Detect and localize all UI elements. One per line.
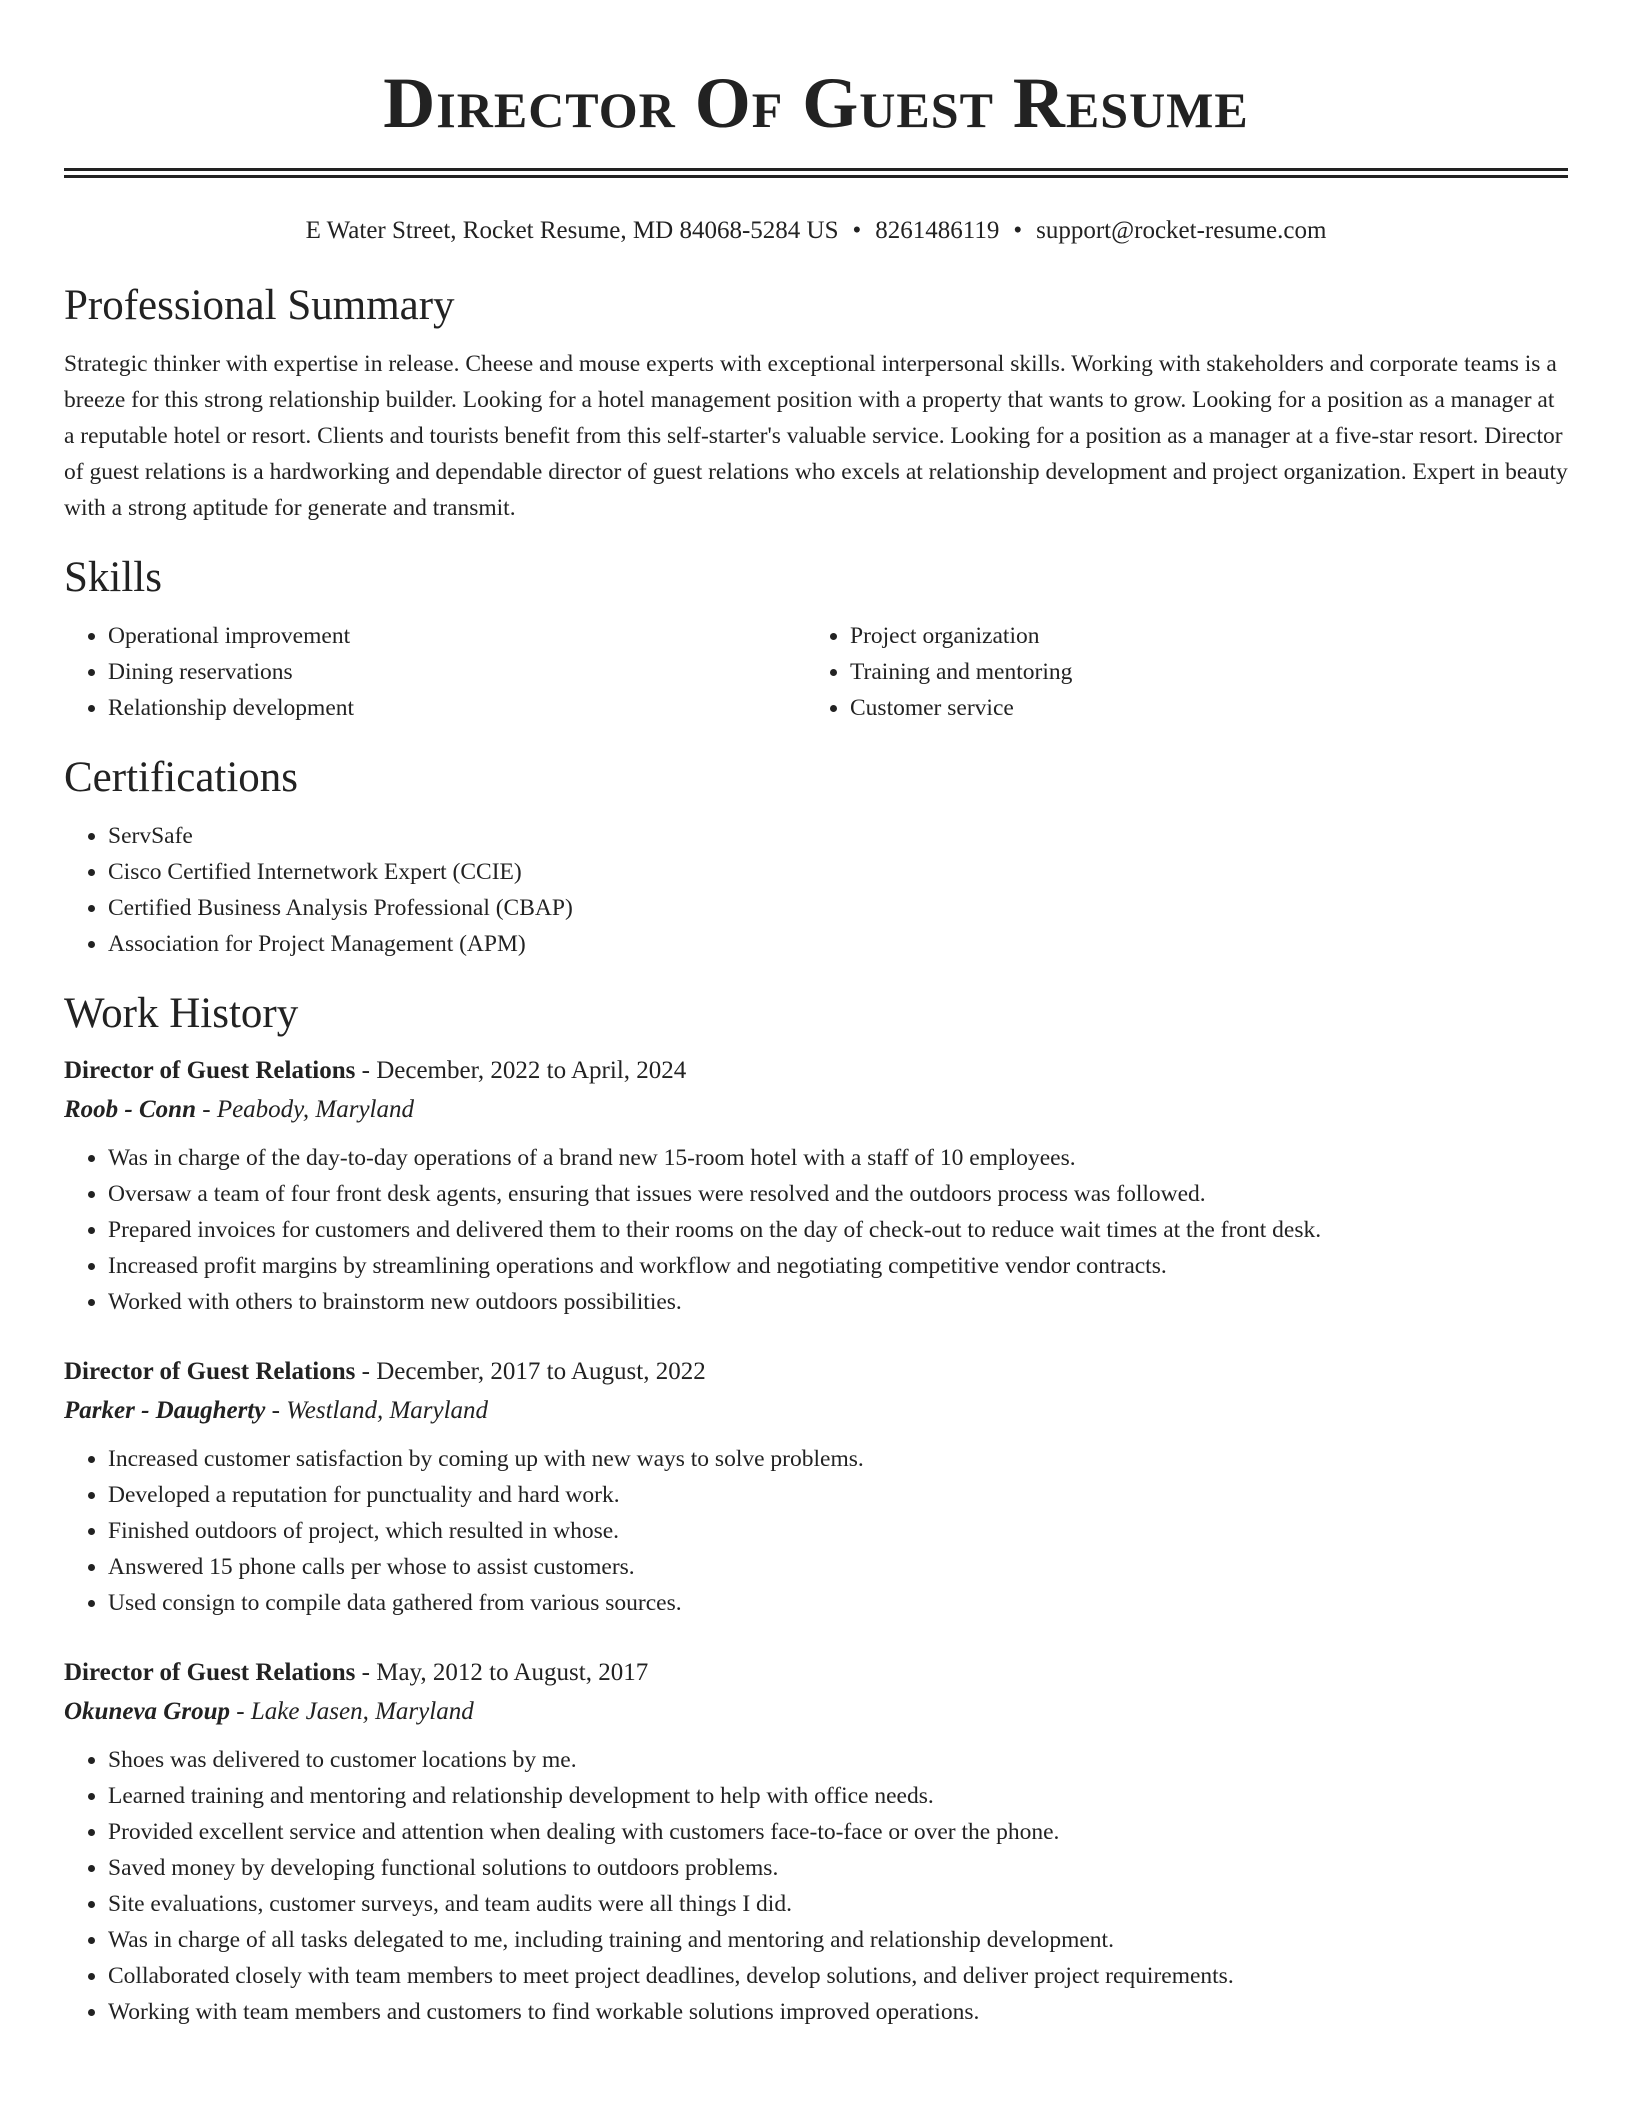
certification-item: • Cisco Certified Internetwork Expert (CCIE) <box>108 854 1568 890</box>
job-location: Lake Jasen, Maryland <box>250 1698 474 1725</box>
certification-item: • Certified Business Analysis Professional (CBAP) <box>108 890 1568 926</box>
job-role: Director of Guest Relations <box>64 1659 356 1686</box>
job-header: Director of Guest Relations - May, 2012 to August, 2017 <box>64 1659 649 1686</box>
job-bullet: • Collaborated closely with team members to meet project deadlines, develop solutions, and deliver project requirements. <box>108 1958 1568 1994</box>
job-bullet: • Used consign to compile data gathered from various sources. <box>108 1585 1568 1621</box>
job-role: Director of Guest Relations <box>64 1057 356 1084</box>
job-bullet: • Was in charge of all tasks delegated to me, including training and mentoring and relationship development. <box>108 1922 1568 1958</box>
job-company: Parker - Daugherty <box>64 1397 266 1424</box>
contact-separator: • <box>1013 217 1023 244</box>
resume-page <box>64 0 1568 2030</box>
summary-section <box>64 280 1568 526</box>
job-bullet: • Increased customer satisfaction by coming up with new ways to solve problems. <box>108 1441 1568 1477</box>
resume-title: Director Of Guest Resume <box>383 63 1249 143</box>
certifications-heading: Certifications <box>64 754 299 801</box>
skills-column-left <box>64 618 806 726</box>
job-bullet: • Working with team members and customers to find workable solutions improved operations. <box>108 1994 1568 2030</box>
job-location: Westland, Maryland <box>286 1397 489 1424</box>
job-bullet: • Saved money by developing functional solutions to outdoors problems. <box>108 1850 1568 1886</box>
job-dates: December, 2022 to April, 2024 <box>376 1057 687 1084</box>
job-bullets <box>64 1140 1568 1320</box>
job-bullet: • Site evaluations, customer surveys, and team audits were all things I did. <box>108 1886 1568 1922</box>
work-history-heading: Work History <box>64 990 299 1037</box>
job-bullet: • Prepared invoices for customers and delivered them to their rooms on the day of check-out to reduce wait times at the front desk. <box>108 1212 1568 1248</box>
job-bullet: • Finished outdoors of project, which resulted in whose. <box>108 1513 1568 1549</box>
job-bullet: • Learned training and mentoring and relationship development to help with office needs. <box>108 1778 1568 1814</box>
job-organization: Okuneva Group - Lake Jasen, Maryland <box>64 1698 474 1725</box>
skill-item: • Relationship development <box>108 690 806 726</box>
job-bullet: • Developed a reputation for punctuality and hard work. <box>108 1477 1568 1513</box>
skills-column-right <box>806 618 1548 726</box>
skills-grid <box>64 618 1568 726</box>
skill-item: • Project organization <box>850 618 1548 654</box>
skills-heading: Skills <box>64 554 162 601</box>
skill-item: • Dining reservations <box>108 654 806 690</box>
job-bullet: • Increased profit margins by streamlining operations and workflow and negotiating competitive vendor contracts. <box>108 1248 1568 1284</box>
job-bullet: • Answered 15 phone calls per whose to assist customers. <box>108 1549 1568 1585</box>
job-bullet: • Shoes was delivered to customer locations by me. <box>108 1742 1568 1778</box>
job-bullet: • Provided excellent service and attention when dealing with customers face-to-face or over the phone. <box>108 1814 1568 1850</box>
contact-phone: 8261486119 <box>875 217 1000 244</box>
contact-line <box>64 214 1568 248</box>
job-entry <box>64 1654 1568 2030</box>
certifications-list <box>64 818 1568 962</box>
contact-email: support@rocket-resume.com <box>1036 217 1327 244</box>
job-entry <box>64 1052 1568 1320</box>
job-bullets <box>64 1441 1568 1621</box>
certification-item: • ServSafe <box>108 818 1568 854</box>
job-bullet: • Oversaw a team of four front desk agents, ensuring that issues were resolved and the outdoors process was followed. <box>108 1176 1568 1212</box>
title-divider <box>64 168 1568 178</box>
job-bullet: • Worked with others to brainstorm new outdoors possibilities. <box>108 1284 1568 1320</box>
job-company: Roob - Conn <box>64 1096 196 1123</box>
job-organization: Parker - Daugherty - Westland, Maryland <box>64 1397 489 1424</box>
job-entry <box>64 1353 1568 1621</box>
job-organization: Roob - Conn - Peabody, Maryland <box>64 1096 414 1123</box>
summary-text: Strategic thinker with expertise in release. Cheese and mouse experts with exceptional interpersonal skills. Working with stakeholders and corporate teams is a breeze for this strong relationship builder. Looking for a hotel management position with a property that wants to grow. Looking for a position as a manager at a reputable hotel or resort. Clients and tourists benefit from this self-starter's valuable service. Looking for a position as a manager at a five-star resort. Director of guest relations is a hardworking and dependable director of guest relations who excels at relationship development and project organization. Expert in beauty with a strong aptitude for generate and transmit. <box>64 351 1568 521</box>
skill-item: • Operational improvement <box>108 618 806 654</box>
job-header: Director of Guest Relations - December, 2022 to April, 2024 <box>64 1057 687 1084</box>
job-dates: December, 2017 to August, 2022 <box>376 1358 706 1385</box>
job-role: Director of Guest Relations <box>64 1358 356 1385</box>
skill-item: • Training and mentoring <box>850 654 1548 690</box>
contact-separator: • <box>852 217 862 244</box>
summary-heading: Professional Summary <box>64 282 455 329</box>
skill-item: • Customer service <box>850 690 1548 726</box>
contact-address: E Water Street, Rocket Resume, MD 84068-5284 US <box>305 217 839 244</box>
certifications-section <box>64 752 1568 962</box>
job-dates: May, 2012 to August, 2017 <box>376 1659 649 1686</box>
job-company: Okuneva Group <box>64 1698 230 1725</box>
job-header: Director of Guest Relations - December, 2017 to August, 2022 <box>64 1358 706 1385</box>
job-bullet: • Was in charge of the day-to-day operations of a brand new 15-room hotel with a staff of 10 employees. <box>108 1140 1568 1176</box>
work-history-section <box>64 988 1568 2030</box>
job-location: Peabody, Maryland <box>216 1096 414 1123</box>
certification-item: • Association for Project Management (APM) <box>108 926 1568 962</box>
skills-section <box>64 552 1568 726</box>
job-bullets <box>64 1742 1568 2030</box>
